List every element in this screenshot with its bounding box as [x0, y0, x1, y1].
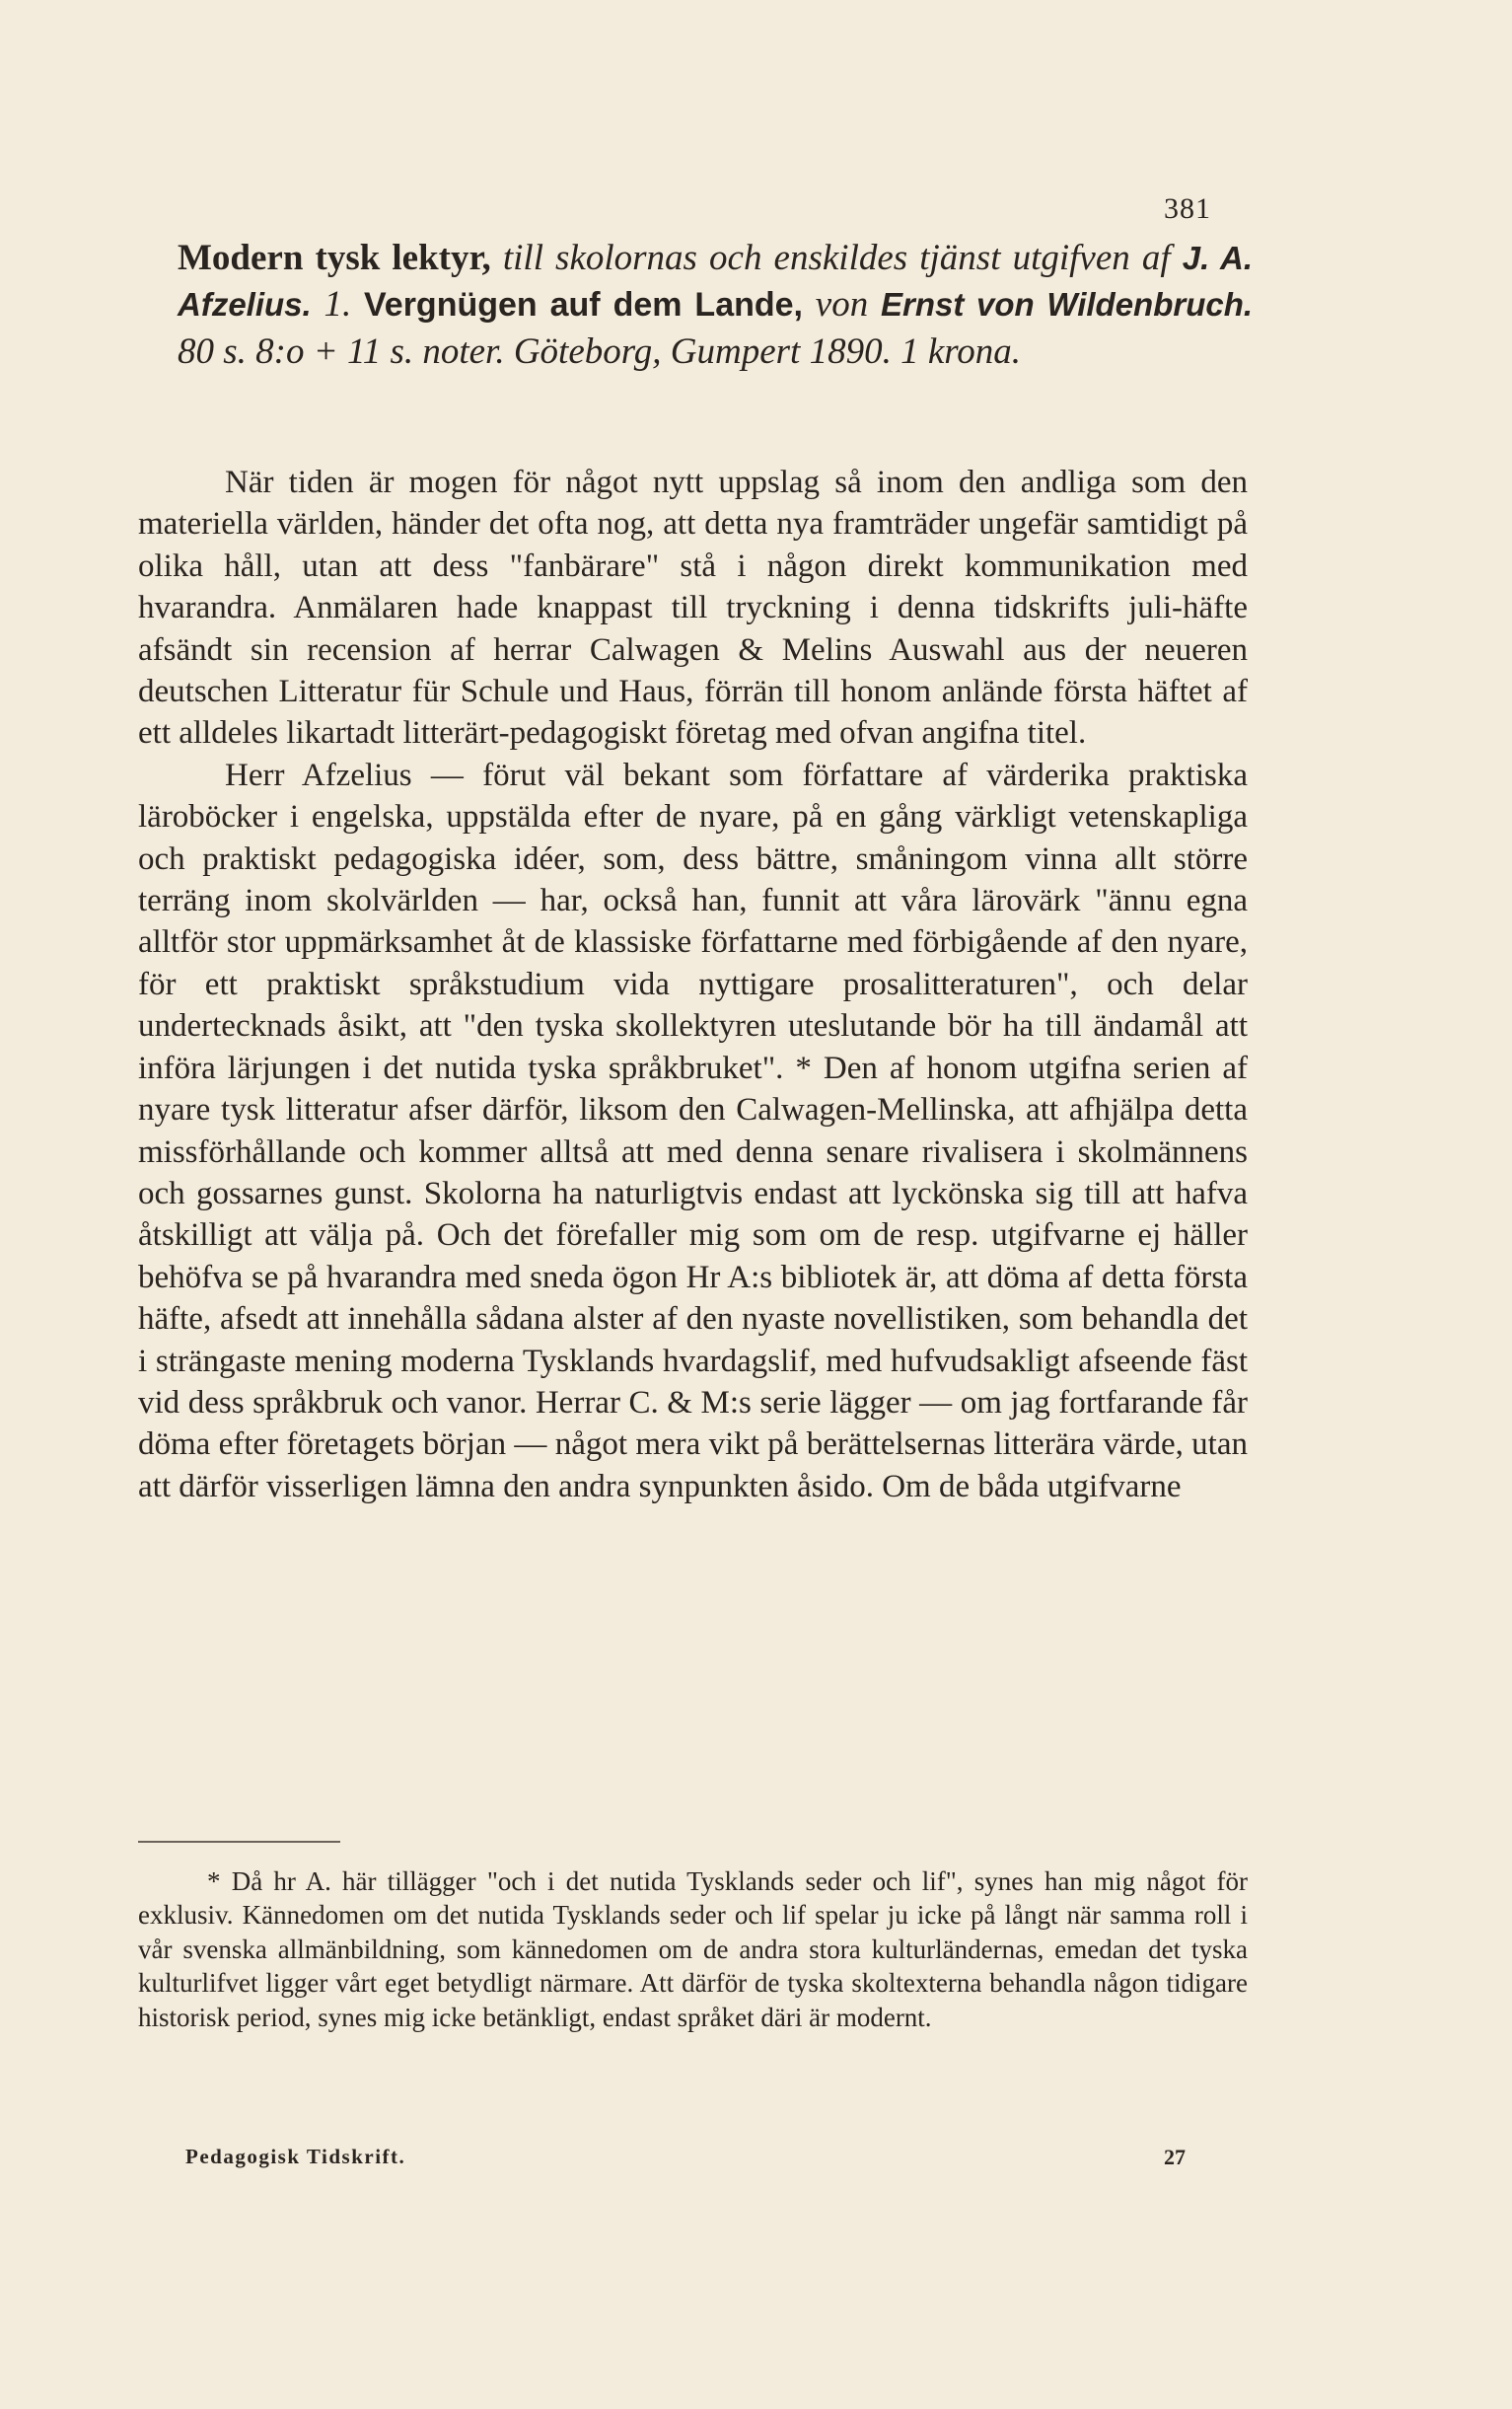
heading-details: 80 s. 8:o + 11 s. noter. Göteborg, Gumpert 1890. 1 krona. [178, 331, 1022, 372]
footnote [138, 1864, 1248, 2034]
footer-journal-name: Pedagogisk Tidskrift. [185, 2145, 406, 2168]
heading-title: Modern tysk lektyr, [178, 238, 491, 278]
heading-work-author: Ernst von Wildenbruch. [880, 286, 1254, 323]
body-paragraph-1: När tiden är mogen för något nytt uppslag så inom den andliga som den materiella världen, händer det ofta nog, att detta nya framträder ungefär samtidigt på olika håll, utan att dess "fanbärare" stå i någon direkt kommunikation med hvarandra. Anmälaren hade knappast till tryckning i denna tidskrifts juli-häfte afsändt sin recension af herrar Calwagen & Melins Auswahl aus der neueren deutschen Litteratur für Schule und Haus, förrän till honom anlände första häftet af ett alldeles likartadt litterärt-pedagogiskt företag med ofvan angifna titel. [138, 465, 1248, 752]
footnote-divider [138, 1841, 340, 1843]
heading-author: J. A. Afzelius. [178, 240, 1254, 323]
body-text [138, 462, 1248, 1507]
review-heading [178, 235, 1253, 375]
heading-work-title: Vergnügen auf dem Lande, [363, 286, 804, 324]
body-paragraph-2: Herr Afzelius — förut väl bekant som författare af värderika praktiska läroböcker i engelska, uppstälda efter de nyare, på en gång värkligt vetenskapliga och praktiskt pedagogiska idéer, som, dess bättre, småningom vinna allt större terräng inom skolvärlden — har, också han, funnit att våra lärovärk "ännu egna alltför stor uppmärksamhet åt de klassiske författarne med förbigående af den nyare, för ett praktiskt språkstudium vida nyttigare prosalitteraturen", och delar undertecknads åsikt, att "den tyska skollektyren uteslutande bör ha till ändamål att införa lärjungen i det nutida tyska språkbruket". * Den af honom utgifna serien af nyare tysk litteratur afser därför, liksom den Calwagen-Mellinska, att afhjälpa detta missförhållande och kommer alltså att med denna senare rivalisera i skolmännens och gossarnes gunst. Skolorna ha naturligtvis endast att lyckönska sig till att hafva åtskilligt att välja på. Och det förefaller mig som om de resp. utgifvarne ej häller behöfva se på hvarandra med sneda ögon Hr A:s bibliotek är, att döma af detta första häfte, afsedt att innehålla sådana alster af den nyaste novellistiken, som behandla det i strängaste mening moderna Tysklands hvardagslif, med hufvudsakligt afseende fäst vid dess språkbruk och vanor. Herrar C. & M:s serie lägger — om jag fortfarande får döma efter företagets början — något mera vikt på berättelsernas litterära värde, utan att därför visserligen lämna den andra synpunkten åsido. Om de båda utgifvarne [138, 757, 1248, 1504]
heading-by: von [815, 284, 869, 325]
heading-volume: 1. [324, 284, 352, 325]
footnote-text: * Då hr A. här tillägger "och i det nutida Tysklands seder och lif", synes han mig något för exklusiv. Kännedomen om det nutida Tysklands seder och lif spelar ju icke på långt när samma roll i vår svenska allmänbildning, som kännedomen om de andra stora kulturländernas, emedan det tyska kulturlifvet ligger vårt eget betydligt närmare. Att därför de tyska skoltexterna behandla någon tidigare historisk period, synes mig icke betänkligt, endast språket däri är modernt. [138, 1866, 1248, 2032]
heading-subtitle: till skolornas och enskildes tjänst utgifven af [502, 238, 1171, 278]
footer-signature-mark: 27 [1164, 2145, 1186, 2169]
page-number: 381 [1164, 192, 1211, 225]
